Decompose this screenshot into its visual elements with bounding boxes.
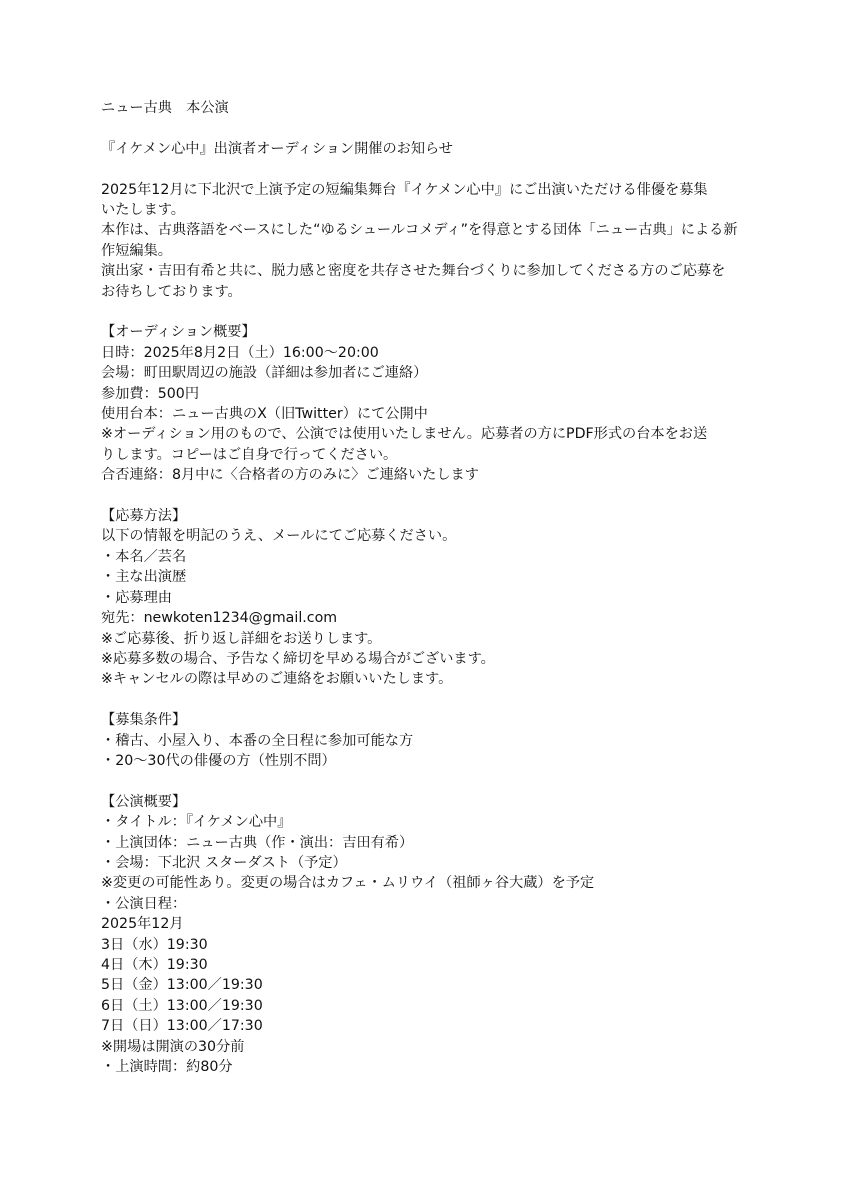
performance-month: 2025年12月 (101, 916, 184, 933)
spacer (101, 118, 791, 138)
apply-section (101, 506, 791, 690)
performance-company: ・上演団体：ニュー古典（作・演出：吉田有希） (101, 834, 414, 851)
audition-script: 使用台本：ニュー古典のX（旧Twitter）にて公開中 (101, 406, 428, 423)
performance-date: 3日（水）19:30 (101, 936, 208, 953)
performance-venue-note: ※変更の可能性あり。変更の場合はカフェ・ムリウイ（祖師ヶ谷大蔵）を予定 (101, 875, 595, 892)
conditions-section (101, 710, 791, 771)
performance-section (101, 792, 791, 1078)
performance-date: 7日（日）13:00／17:30 (101, 1018, 263, 1035)
audition-datetime: 日時：2025年8月2日（土）16:00〜20:00 (101, 344, 379, 361)
performance-date: 4日（木）19:30 (101, 956, 208, 973)
section-heading: 【公演概要】 (101, 793, 187, 810)
list-item: ・主な出演歴 (101, 569, 187, 586)
performance-title: ・タイトル：『イケメン心中』 (101, 814, 292, 831)
apply-note: ※ご応募後、折り返し詳細をお送りします。 (101, 630, 382, 647)
spacer (101, 771, 791, 791)
list-item: ・本名／芸名 (101, 548, 187, 565)
performance-venue: ・会場：下北沢 スターダスト（予定） (101, 854, 347, 871)
list-item: ・20〜30代の俳優の方（性別不問） (101, 752, 336, 769)
performance-door-note: ※開場は開演の30分前 (101, 1038, 245, 1055)
spacer (101, 486, 791, 506)
document-header: ニュー古典 本公演 (101, 100, 229, 116)
section-heading: 【応募方法】 (101, 508, 187, 525)
intro-line: いたします。 (101, 202, 185, 218)
list-item: ・応募理由 (101, 589, 172, 606)
performance-schedule-label: ・公演日程： (101, 895, 187, 912)
section-heading: 【募集条件】 (101, 712, 187, 729)
spacer (101, 690, 791, 710)
intro-line: 作短編集。 (101, 242, 172, 259)
document-page (101, 98, 791, 1077)
audition-result: 合否連絡：8月中に〈合格者の方のみに〉ご連絡いたします (101, 467, 479, 484)
section-heading: 【オーディション概要】 (101, 324, 256, 341)
performance-date: 5日（金）13:00／19:30 (101, 977, 263, 994)
intro-paragraph (101, 180, 791, 302)
intro-line: 本作は、古典落語をベースにした“ゆるシュールコメディ”を得意とする団体「ニュー古典」による新 (101, 222, 738, 239)
audition-fee: 参加費：500円 (101, 385, 200, 402)
audition-note: ※オーディション用のもので、公演では使用いたしません。応募者の方にPDF形式の台本をお送 (101, 426, 708, 443)
spacer (101, 159, 791, 179)
apply-note: ※応募多数の場合、予告なく締切を早める場合がございます。 (101, 650, 495, 667)
intro-line: 演出家・吉田有希と共に、脱力感と密度を共存させた舞台づくりに参加してくださる方のご応募を (101, 263, 726, 280)
apply-note: ※キャンセルの際は早めのご連絡をお願いいたします。 (101, 671, 453, 688)
apply-instruction: 以下の情報を明記のうえ、メールにてご応募ください。 (101, 528, 457, 545)
apply-email[interactable]: 宛先：newkoten1234@gmail.com (101, 610, 338, 627)
performance-date: 6日（土）13:00／19:30 (101, 997, 263, 1014)
audition-venue: 会場：町田駅周辺の施設（詳細は参加者にご連絡） (101, 365, 428, 382)
document-title: 『イケメン心中』出演者オーディション開催のお知らせ (101, 140, 453, 157)
audition-section (101, 322, 791, 485)
intro-line: 2025年12月に下北沢で上演予定の短編集舞台『イケメン心中』にご出演いただける俳優を募集 (101, 181, 708, 198)
list-item: ・稽古、小屋入り、本番の全日程に参加可能な方 (101, 732, 414, 749)
performance-duration: ・上演時間：約80分 (101, 1059, 233, 1075)
audition-note: りします。コピーはご自身で行ってください。 (101, 446, 398, 463)
intro-line: お待ちしております。 (101, 283, 242, 300)
spacer (101, 302, 791, 322)
